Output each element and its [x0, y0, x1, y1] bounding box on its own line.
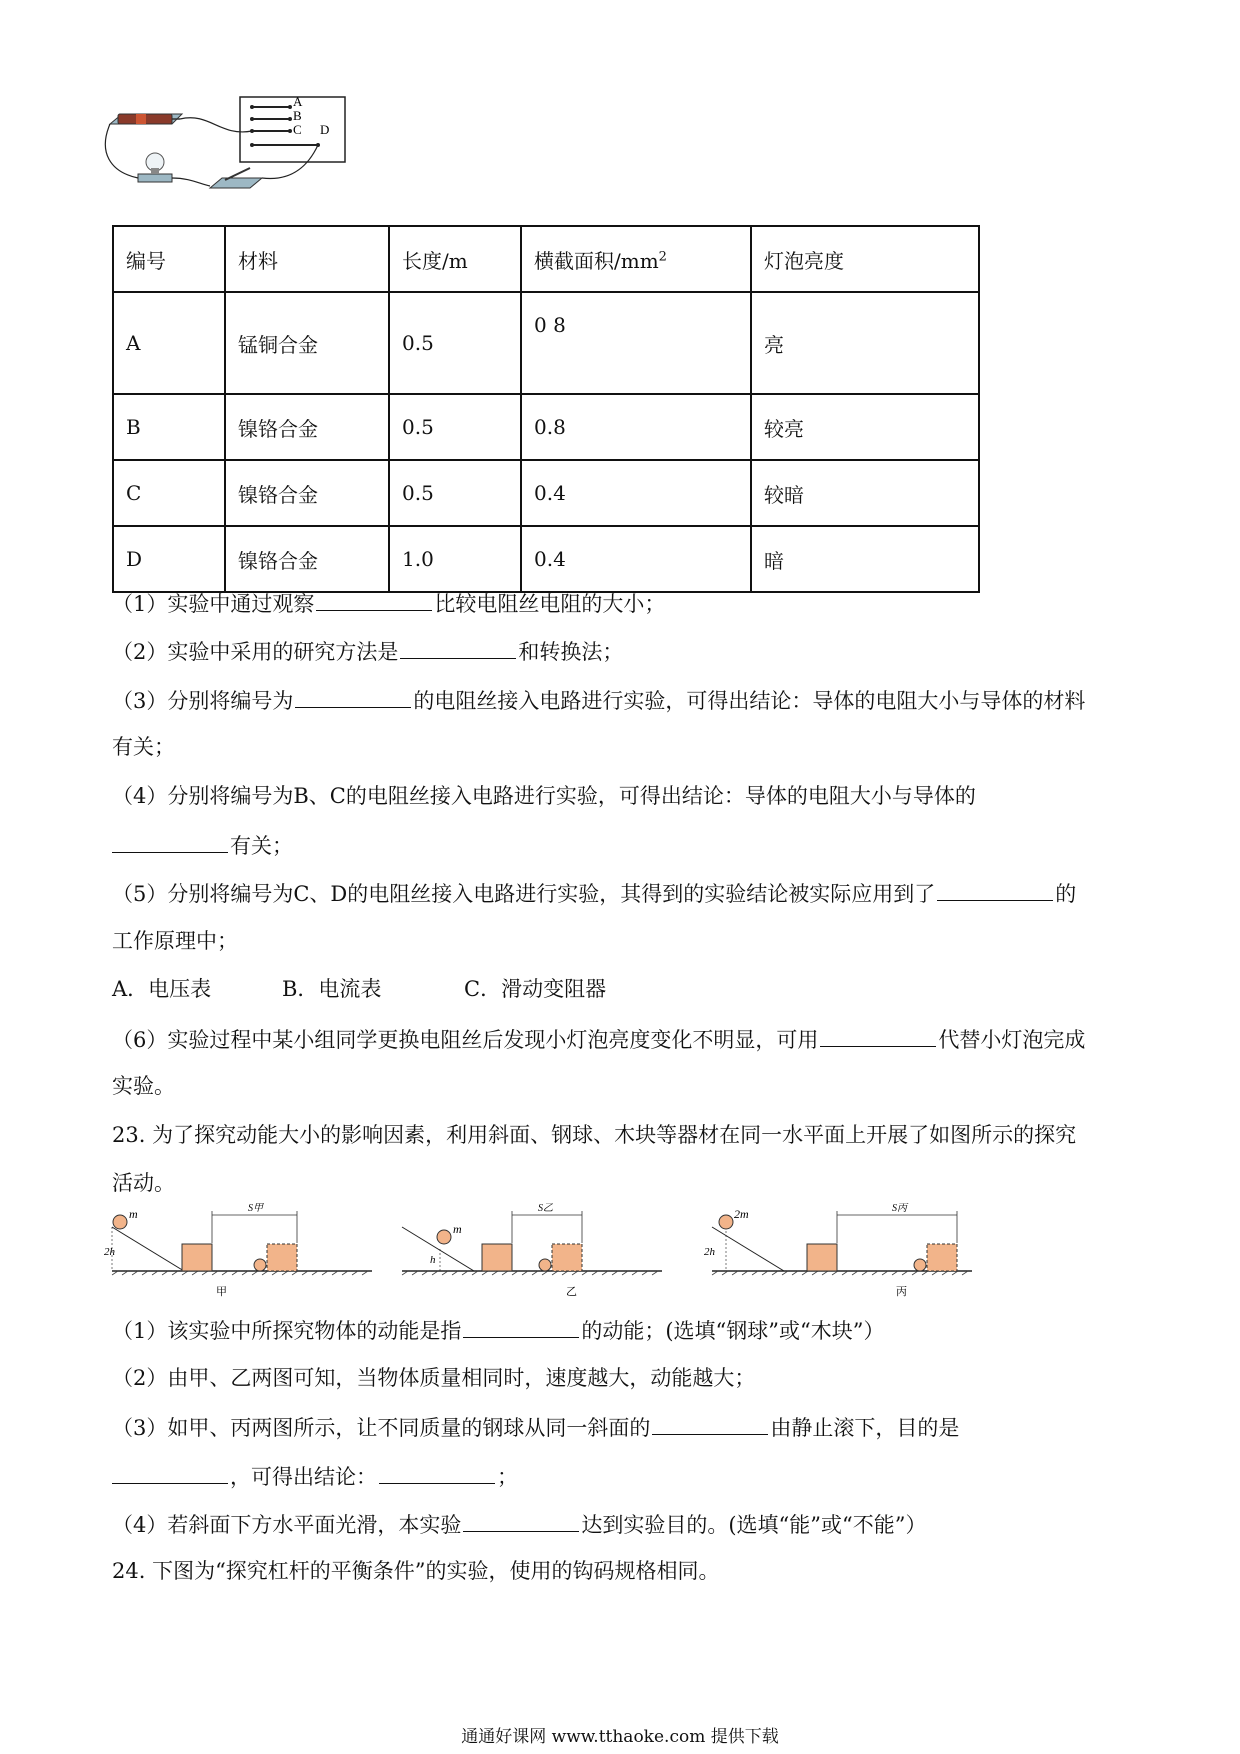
answer-blank[interactable] — [112, 1461, 228, 1484]
terminal-label-a: A — [293, 94, 303, 109]
q22-part5 — [112, 878, 1076, 908]
table-cell: 亮 — [751, 292, 979, 394]
distance-label-jia: S甲 — [248, 1203, 263, 1214]
q23-part3-text-d: ； — [497, 1465, 518, 1489]
q22-part4-text-b: 有关； — [230, 834, 293, 858]
figure-jia — [104, 1202, 372, 1298]
area-header-sup: 2 — [658, 248, 667, 264]
q22-part3-cont: 有关； — [112, 735, 175, 759]
q23-part3-text-b: 由静止滚下，目的是 — [770, 1416, 960, 1440]
answer-blank[interactable] — [652, 1412, 768, 1435]
answer-blank[interactable] — [112, 830, 228, 853]
q22-part5-text-b: 的 — [1055, 882, 1077, 906]
page-footer: 通通好课网 www.tthaoke.com 提供下载 — [461, 1727, 779, 1747]
q22-part6-text: （6）实验过程中某小组同学更换电阻丝后发现小灯泡亮度变化不明显，可用 — [112, 1028, 819, 1052]
q22-part6-cont: 实验。 — [112, 1074, 175, 1098]
table-cell: 暗 — [751, 526, 979, 592]
q22-part4-cont — [112, 830, 293, 860]
table-header-cell: 灯泡亮度 — [751, 226, 979, 292]
answer-blank[interactable] — [937, 878, 1053, 901]
option-a[interactable]: A．电压表 — [112, 977, 212, 1001]
q23-part2: （2）由甲、乙两图可知，当物体质量相同时，速度越大，动能越大； — [112, 1366, 756, 1390]
light-bulb-icon — [138, 153, 172, 182]
q22-part2-text-b: 和转换法； — [518, 640, 624, 664]
q23-part3-text-c: ，可得出结论： — [230, 1465, 377, 1489]
terminal-label-c: C — [293, 122, 302, 137]
table-cell: 锰铜合金 — [225, 292, 389, 394]
slope-experiment-figure — [104, 1203, 982, 1315]
height-label-bing: 2h — [704, 1246, 715, 1258]
area-header-text: 横截面积/mm — [534, 248, 659, 273]
terminal-label-d: D — [320, 122, 330, 137]
caption-jia: 甲 — [216, 1286, 227, 1298]
distance-label-bing: S丙 — [892, 1203, 907, 1214]
table-header-row — [113, 226, 979, 292]
table-header-cell: 编号 — [113, 226, 225, 292]
table-cell: C — [113, 460, 225, 526]
table-cell: 较暗 — [751, 460, 979, 526]
distance-label-yi: S乙 — [538, 1203, 553, 1214]
q22-part1 — [112, 588, 665, 618]
q23-part3-cont — [112, 1461, 518, 1491]
table-cell: D — [113, 526, 225, 592]
table-cell: 镍铬合金 — [225, 526, 389, 592]
answer-blank[interactable] — [463, 1509, 579, 1532]
q23-part1 — [112, 1315, 885, 1345]
table-cell: 较亮 — [751, 394, 979, 460]
q22-part5-text: （5）分别将编号为C、D的电阻丝接入电路进行实验，其得到的实验结论被实际应用到了 — [112, 882, 936, 906]
q23-part4 — [112, 1509, 927, 1539]
terminal-label-b: B — [293, 108, 302, 123]
q22-part1-text: （1）实验中通过观察 — [112, 592, 315, 616]
caption-bing: 丙 — [896, 1286, 907, 1298]
table-cell: 0.5 — [389, 292, 521, 394]
q23-part4-text-b: 达到实验目的。(选填“能”或“不能”） — [581, 1513, 927, 1537]
table-cell: 0.5 — [389, 460, 521, 526]
answer-blank[interactable] — [295, 685, 411, 708]
q23-part3-text: （3）如甲、丙两图所示，让不同质量的钢球从同一斜面的 — [112, 1416, 651, 1440]
figure-yi — [402, 1203, 662, 1298]
q22-part4: （4）分别将编号为B、C的电阻丝接入电路进行实验，可得出结论：导体的电阻大小与导体的 — [112, 784, 976, 808]
q22-part6 — [112, 1024, 1085, 1054]
q22-part2-text: （2）实验中采用的研究方法是 — [112, 640, 399, 664]
q22-part1-text-b: 比较电阻丝电阻的大小； — [434, 592, 666, 616]
table-header-cell: 材料 — [225, 226, 389, 292]
q23-stem-cont: 活动。 — [112, 1171, 175, 1195]
resistance-table — [112, 225, 980, 593]
q22-part3-text-b: 的电阻丝接入电路进行实验，可得出结论：导体的电阻大小与导体的材料 — [413, 689, 1086, 713]
q23-part1-text: （1）该实验中所探究物体的动能是指 — [112, 1319, 462, 1343]
switch-icon — [210, 168, 262, 188]
table-cell: 0 8 — [521, 292, 751, 394]
answer-blank[interactable] — [400, 636, 516, 659]
q22-part5-cont: 工作原理中； — [112, 929, 238, 953]
table-cell: 1.0 — [389, 526, 521, 592]
q24-stem: 24. 下图为“探究杠杆的平衡条件”的实验，使用的钩码规格相同。 — [112, 1559, 720, 1583]
table-row — [113, 292, 979, 394]
mass-label-yi: m — [453, 1222, 462, 1236]
q22-part3 — [112, 685, 1085, 715]
table-cell: 镍铬合金 — [225, 394, 389, 460]
option-c[interactable]: C．滑动变阻器 — [464, 977, 607, 1001]
table-cell: 0.4 — [521, 460, 751, 526]
table-cell: 0.5 — [389, 394, 521, 460]
figure-bing — [704, 1202, 972, 1298]
circuit-diagram — [110, 92, 365, 220]
answer-blank[interactable] — [379, 1461, 495, 1484]
q22-part3-text: （3）分别将编号为 — [112, 689, 294, 713]
table-cell: 0.4 — [521, 526, 751, 592]
table-row — [113, 460, 979, 526]
table-row — [113, 394, 979, 460]
q22-part6-text-b: 代替小灯泡完成 — [938, 1028, 1086, 1052]
q23-part3 — [112, 1412, 959, 1442]
answer-blank[interactable] — [463, 1315, 579, 1338]
option-b[interactable]: B．电流表 — [282, 977, 382, 1001]
q23-part4-text: （4）若斜面下方水平面光滑，本实验 — [112, 1513, 462, 1537]
battery-icon — [110, 114, 182, 124]
answer-blank[interactable] — [820, 1024, 936, 1047]
height-label-jia: 2h — [104, 1246, 115, 1258]
table-cell: 0.8 — [521, 394, 751, 460]
mass-label-bing: 2m — [734, 1207, 749, 1221]
q22-part2 — [112, 636, 623, 666]
table-cell: B — [113, 394, 225, 460]
table-row — [113, 526, 979, 592]
table-cell: 镍铬合金 — [225, 460, 389, 526]
q22-options — [112, 975, 606, 1003]
q23-stem: 23. 为了探究动能大小的影响因素，利用斜面、钢球、木块等器材在同一水平面上开展了如图所示的探究 — [112, 1123, 1077, 1147]
mass-label-jia: m — [129, 1207, 138, 1221]
q23-part1-text-b: 的动能；(选填“钢球”或“木块”） — [581, 1319, 885, 1343]
table-header-cell — [521, 226, 751, 292]
table-cell: A — [113, 292, 225, 394]
caption-yi: 乙 — [566, 1286, 577, 1298]
answer-blank[interactable] — [316, 588, 432, 611]
table-header-cell: 长度/m — [389, 226, 521, 292]
height-label-yi: h — [430, 1254, 436, 1266]
